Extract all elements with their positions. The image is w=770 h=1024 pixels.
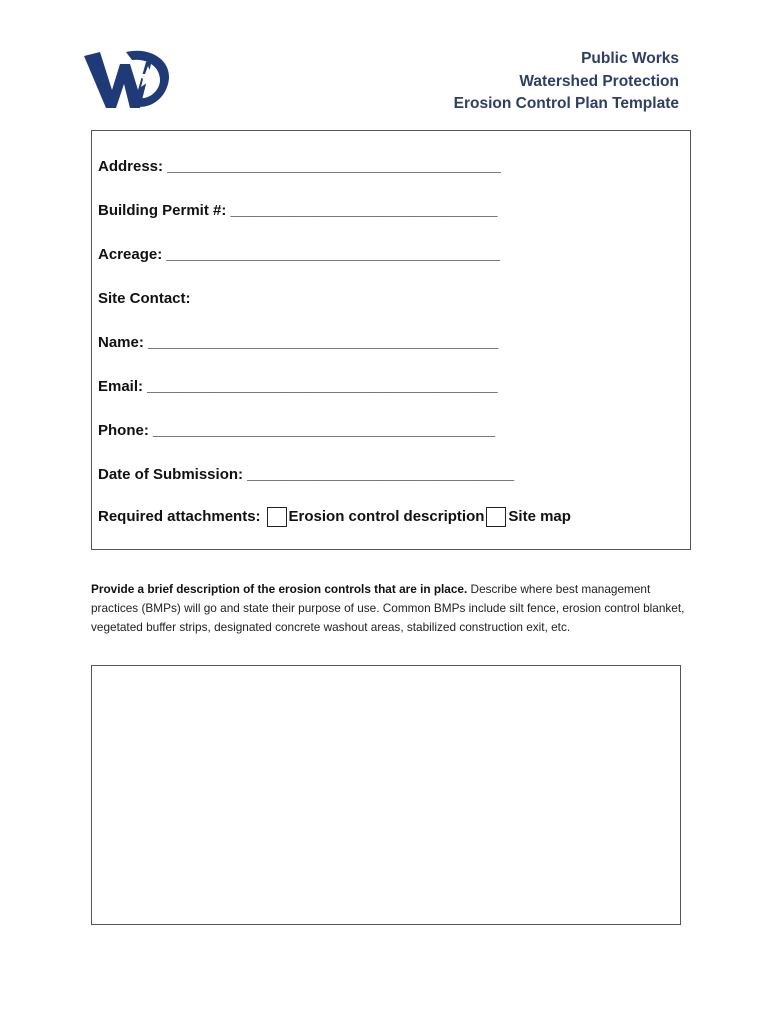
building-permit-field[interactable]: Building Permit #: ________________________________: [98, 202, 498, 219]
department-title: Public Works: [581, 50, 679, 67]
address-field[interactable]: Address: ________________________________________: [98, 158, 501, 175]
instructions-text: Describe where best management practices (BMPs) will go and state their purpose of use. Common BMPs include silt fence, erosion control blanket, vegetated buffer strips, designated concrete washout areas, stabilized construction exit, etc.: [91, 582, 685, 634]
city-logo-icon: [82, 44, 172, 114]
instructions-paragraph: [91, 580, 691, 637]
site-info-form: [91, 130, 691, 550]
document-title: Erosion Control Plan Template: [453, 95, 679, 112]
erosion-description-label: Erosion control description: [288, 508, 485, 525]
instructions-bold: Provide a brief description of the erosion controls that are in place.: [91, 582, 468, 596]
acreage-field[interactable]: Acreage: ________________________________________: [98, 246, 501, 263]
site-map-checkbox[interactable]: [486, 507, 506, 527]
email-field[interactable]: Email: __________________________________________: [98, 378, 498, 395]
erosion-description-checkbox[interactable]: [267, 507, 287, 527]
site-contact-label: Site Contact:: [98, 290, 191, 307]
phone-field[interactable]: Phone: _________________________________________: [98, 422, 496, 439]
required-attachments-label: Required attachments:: [98, 508, 261, 525]
site-map-label: Site map: [508, 508, 571, 525]
page-header: [454, 48, 679, 116]
description-answer-box[interactable]: [91, 665, 681, 925]
required-attachments-row: [98, 507, 571, 527]
division-title: Watershed Protection: [519, 72, 679, 90]
submission-date-field[interactable]: Date of Submission: ________________________________: [98, 466, 515, 483]
name-field[interactable]: Name: __________________________________________: [98, 334, 499, 351]
